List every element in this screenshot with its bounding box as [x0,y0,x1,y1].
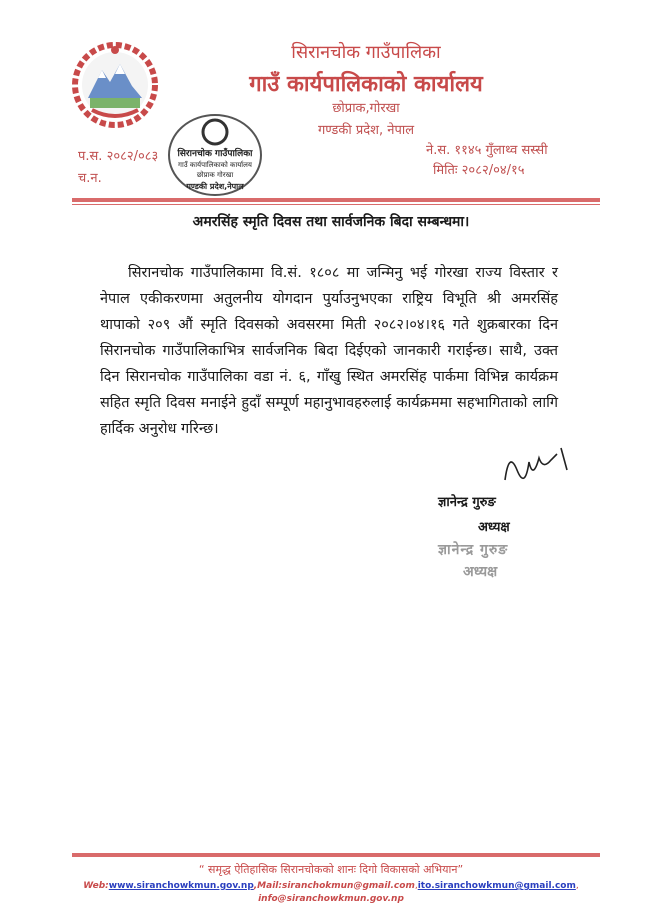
seal-line-2: गाउँ कार्यपालिकाको कार्यालय [178,161,252,169]
website-link[interactable]: www.siranchowkmun.gov.np [108,881,254,891]
office-name: गाउँ कार्यपालिकाको कार्यालय [249,72,483,97]
title-stamp: अध्यक्ष [463,564,498,580]
letter-number: प.स. २०८२/०८३ [78,149,159,164]
footer-motto: “ समृद्ध ऐतिहासिक सिरानचोकको शानः दिगो विकासको अभियान” [198,863,464,876]
office-seal-stamp [165,110,265,200]
municipality-name: सिरानचोक गाउँपालिका [291,42,441,63]
seal-line-1: सिरानचोक गाउँपालिका [177,149,253,159]
letter-subject: अमरसिंह स्मृति दिवस तथा सार्वजनिक बिदा सम्बन्धमा। [192,214,470,230]
email-link-3[interactable]: info@siranchowkmun.gov.np [258,894,404,904]
email-link-2[interactable]: ito.siranchowkmun@gmail.com [417,881,576,891]
address-line-2: गण्डकी प्रदेश, नेपाल [317,123,415,138]
email-link-1[interactable]: siranchokmun@gmail.com [281,881,415,891]
address-line-1: छोप्राक,गोरखा [332,101,400,116]
footer-divider [72,853,600,857]
seal-line-3: छोप्राक गोरखा [196,171,234,179]
signatory-title: अध्यक्ष [478,520,510,535]
seal-line-4: गण्डकी प्रदेश,नेपाल [186,182,244,191]
footer-contact: Web:www.siranchowkmun.gov.np,Mail:siranchokmun@gmail.com,ito.siranchowkmun@gmail.com, info@siranchowkmun.gov.np [83,881,579,904]
mail-label: ,Mail: [253,881,282,891]
letter-date: मितिः २०८२/०४/१५ [433,163,525,178]
handwritten-signature [495,440,575,490]
nepal-sambat-date: ने.स. ११४५ गुँलाथ्व सस्सी [426,143,548,158]
dispatch-number: च.न. [78,171,102,186]
web-label: Web: [83,881,109,891]
header-divider-thin [72,204,600,205]
signatory-name: ज्ञानेन्द्र गुरुङ [438,495,496,510]
name-stamp: ज्ञानेन्द्र गुरुङ [438,542,509,558]
letter-body: सिरानचोक गाउँपालिकामा वि.सं. १८०८ मा जन्मिनु भई गोरखा राज्य विस्तार र नेपाल एकीकरणमा अतुलनीय योगदान पुर्याउनुभएका राष्ट्रिय विभूति श्री अमरसिंह थापाको २०९ औं स्मृति दिवसको अवसरमा मिती २०८२।०४।१६ गते शुक्रबारका दिन सिरानचोक गाउँपालिकाभित्र सार्वजनिक बिदा दिईएको जानकारी गराईन्छ। साथै, उक्त दिन सिरानचोक गाउँपालिका वडा नं. ६, गाँखु स्थित अमरसिंह पार्कमा विभिन्न कार्यक्रम सहित स्मृति दिवस मनाईने हुदाँ सम्पूर्ण महानुभावहरुलाई कार्यक्रममा सहभागिताको लागि हार्दिक अनुरोध गरिन्छ। [100,265,558,437]
header-divider [72,198,600,202]
